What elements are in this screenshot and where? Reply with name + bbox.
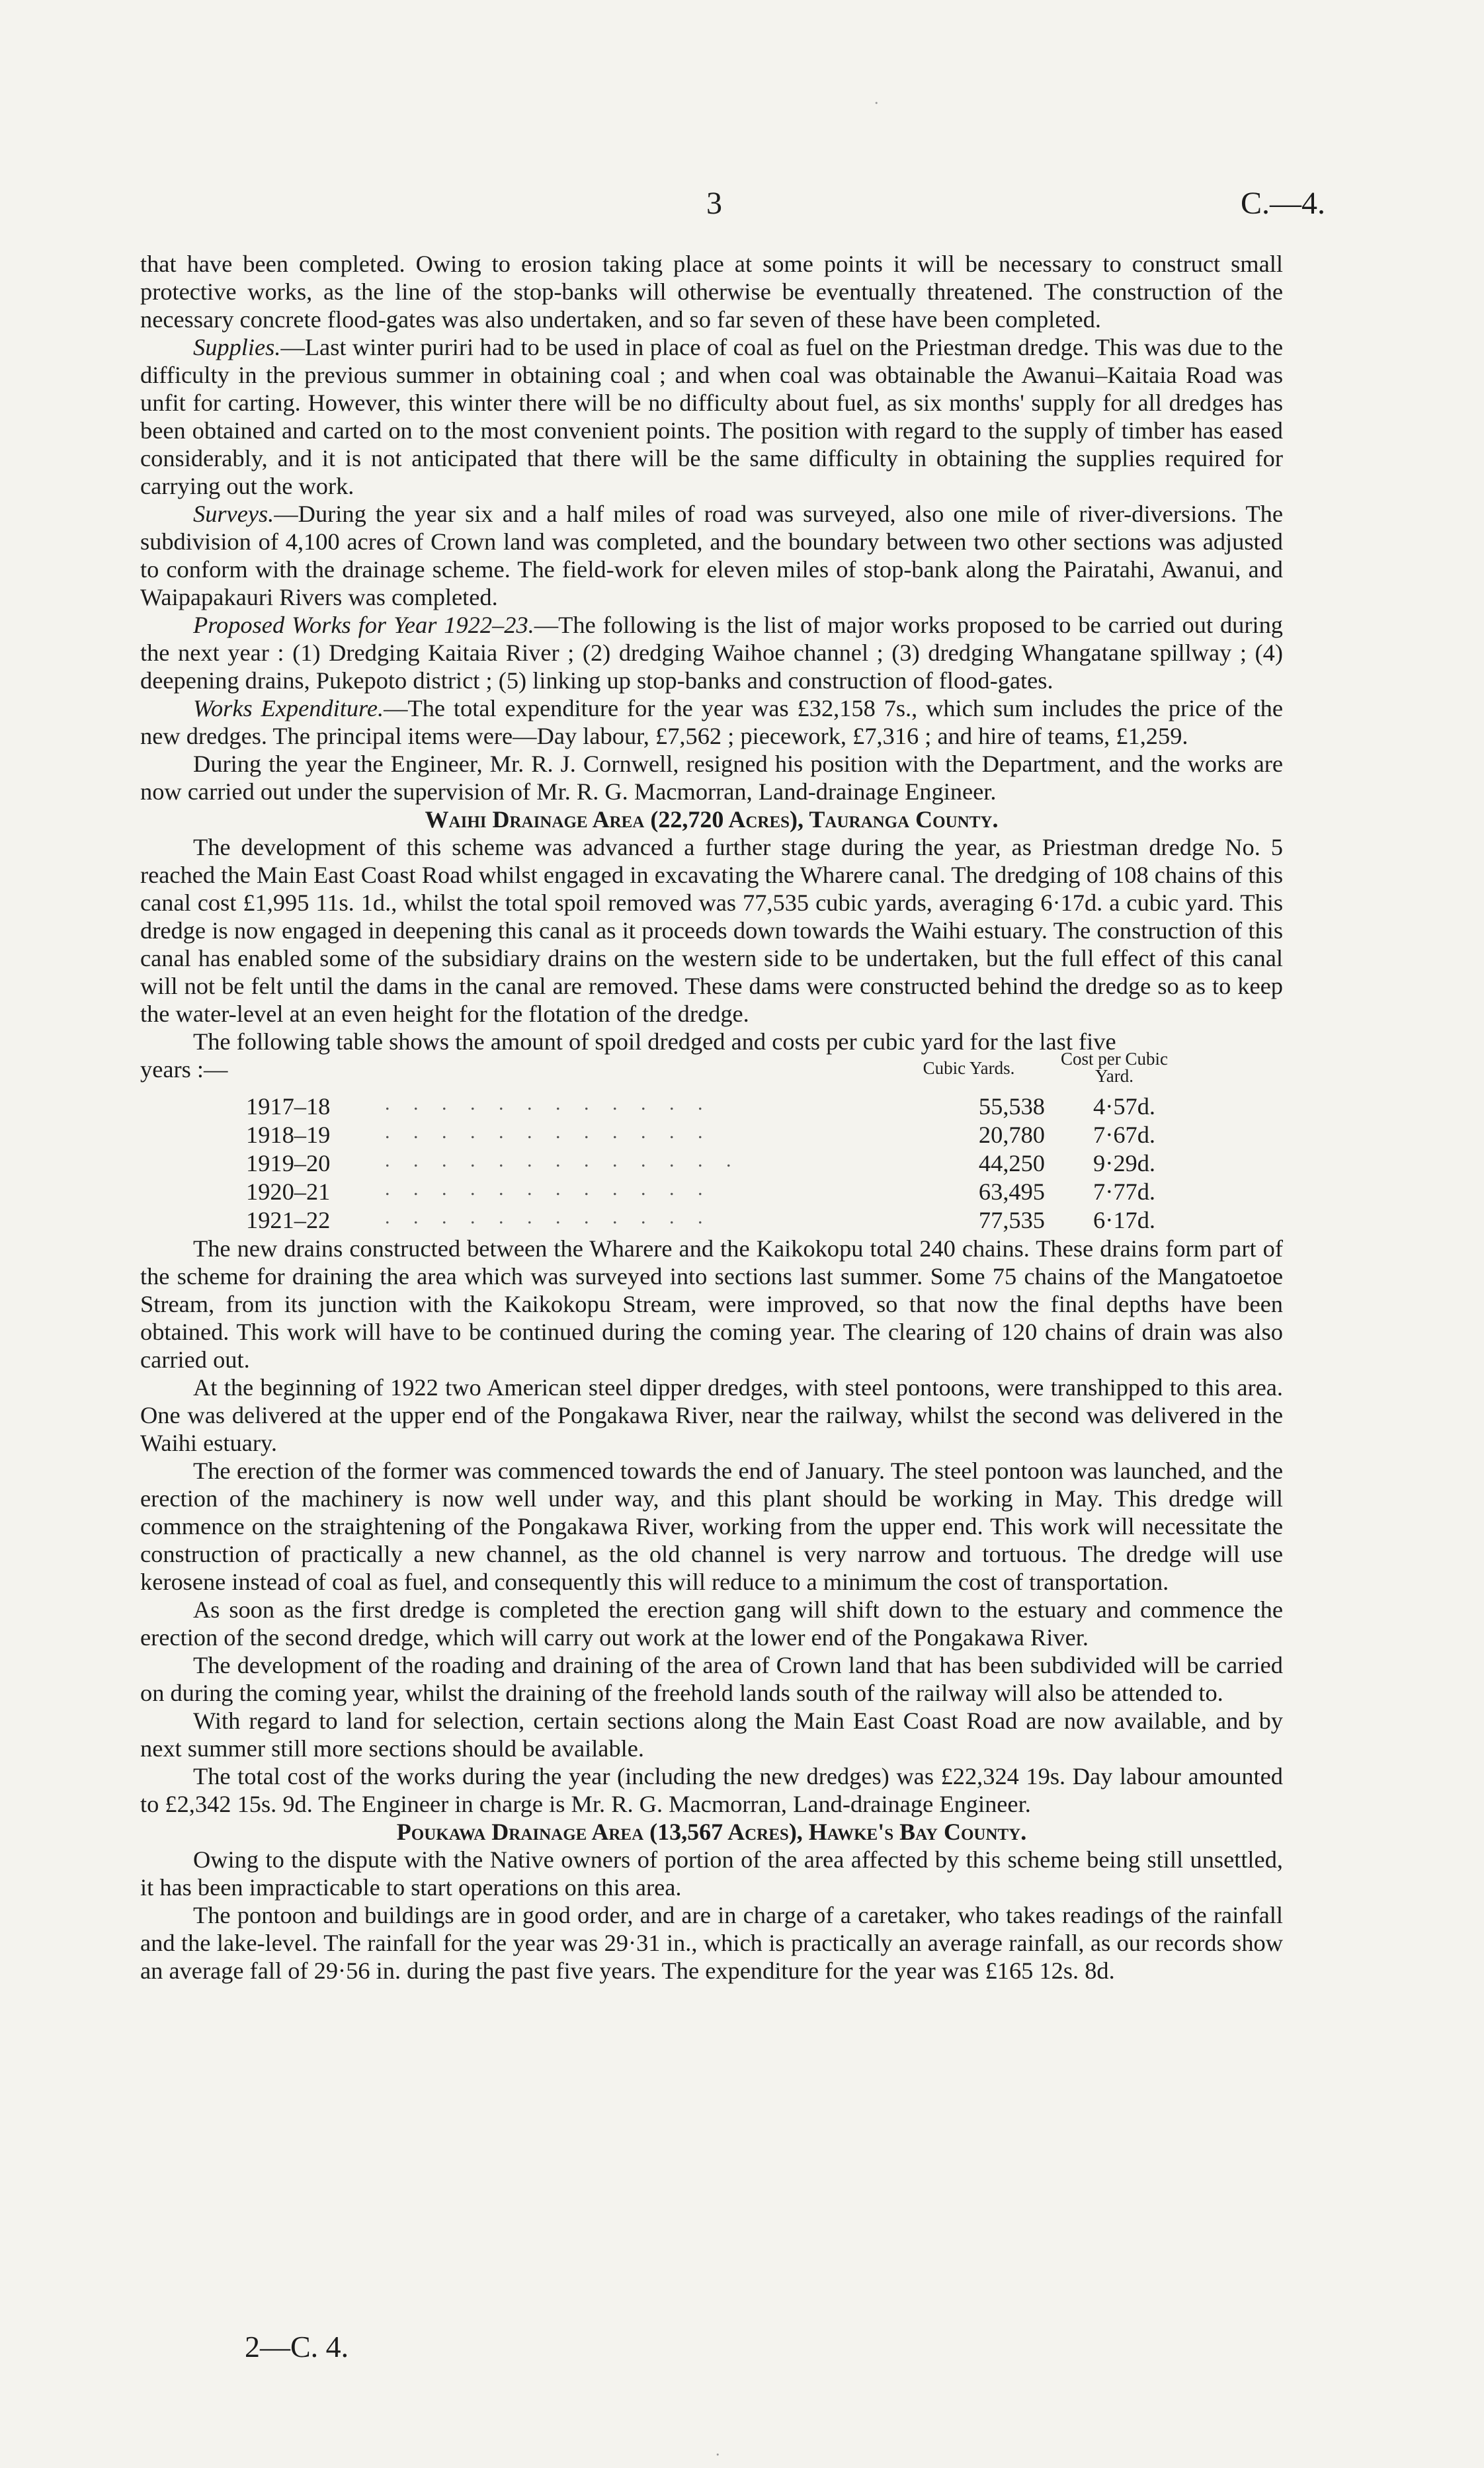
scan-mark: . bbox=[874, 89, 879, 108]
page-number: 3 bbox=[706, 186, 722, 221]
table-cell-year: 1921–22 bbox=[246, 1207, 331, 1233]
table-cell-year: 1919–20 bbox=[246, 1150, 331, 1176]
paragraph-text: —Last winter puriri had to be used in place of coal as fuel on the Priestman dredge. This was due to the difficulty in the previous summer in obtaining coal ; and when coal was obtainable the Awanui–Kaitaia Road was unfit for carting. However, this winter there will be no difficulty about fuel, as six months' supply for all dredges has been obtained and carted on to the most convenient points. The position with regard to the supply of timber has eased considerably, and it is not anticipated that there will be the same difficulty in obtaining the supplies required for carrying out the work. bbox=[140, 334, 1283, 499]
table-cell-cost: 4·57d. bbox=[1093, 1093, 1155, 1120]
paragraph-erection: The erection of the former was commenced towards the end of January. The steel pontoon was launched, and the erection of the machinery is now well under way, and this plant should be working in May. This dredge will commence on the straightening of the Pongakawa River, working from the upper end. This work will necessitate the construction of practically a new channel, as the old channel is very narrow and tortuous. The dredge will use kerosene instead of coal as fuel, and consequently this will reduce to a minimum the cost of transportation. bbox=[140, 1458, 1283, 1595]
paragraph-poukawa-rainfall: The pontoon and buildings are in good order, and are in charge of a caretaker, who takes readings of the rainfall and the lake-level. The rainfall for the year was 29·31 in., which is practically an average rainfall, as our records show an average fall of 29·56 in. during the past five years. The expenditure for the year was £165 12s. 8d. bbox=[140, 1902, 1283, 1984]
paragraph-heading: Proposed Works for Year 1922–23. bbox=[193, 612, 534, 638]
table-cell-cubic-yards: 20,780 bbox=[978, 1122, 1045, 1148]
column-header-cubic-yards: Cubic Yards. bbox=[923, 1058, 1015, 1078]
table-intro-line: The following table shows the amount of spoil dredged and costs per cubic yard for the last five bbox=[193, 1028, 1116, 1055]
table-intro-years: years :— bbox=[140, 1056, 228, 1083]
section-heading-waihi: Waihi Drainage Area (22,720 Acres), Tauranga County. bbox=[425, 806, 999, 833]
table-row bbox=[140, 1092, 1283, 1121]
table-cell-cost: 7·67d. bbox=[1093, 1122, 1155, 1148]
paragraph-text: —The total expenditure for the year was £32,158 7s., which sum includes the price of the new dredges. The principal items were—Day labour, £7,562 ; piecework, £7,316 ; and hire of teams, £1,259. bbox=[140, 695, 1283, 749]
paragraph-land-selection: With regard to land for selection, certain sections along the Main East Coast Road are now available, and by next summer still more sections should be available. bbox=[140, 1707, 1283, 1762]
leader-dots: . . . . . . . . . . . . bbox=[385, 1178, 712, 1200]
paragraph-waihi-intro: The development of this scheme was advanced a further stage during the year, as Priestman dredge No. 5 reached the Main East Coast Road whilst engaged in excavating the Wharere canal. The dredging of 108 chains of this canal cost £1,995 11s. 1d., whilst the total spoil removed was 77,535 cubic yards, averaging 6·17d. a cubic yard. This dredge is now engaged in deepening this canal as it proceeds down towards the Waihi estuary. The construction of this canal has enabled some of the subsidiary drains on the western side to be undertaken, but the full effect of this canal will not be felt until the dams in the canal are removed. These dams were constructed behind the dredge so as to keep the water-level at an even height for the flotation of the dredge. bbox=[140, 834, 1283, 1027]
table-cell-cubic-yards: 44,250 bbox=[978, 1150, 1045, 1176]
section-heading-poukawa: Poukawa Drainage Area (13,567 Acres), Hawke's Bay County. bbox=[396, 1819, 1027, 1845]
paragraph-poukawa-dispute: Owing to the dispute with the Native owners of portion of the area affected by this scheme being still unsettled, it has been impracticable to start operations on this area. bbox=[140, 1846, 1283, 1901]
table-cell-cost: 9·29d. bbox=[1093, 1150, 1155, 1176]
table-row bbox=[140, 1121, 1283, 1149]
paragraph-second-dredge: As soon as the first dredge is completed the erection gang will shift down to the estuary and commence the erection of the second dredge, which will carry out work at the lower end of the Pongakawa River. bbox=[140, 1596, 1283, 1651]
paragraph-surveys bbox=[140, 500, 1283, 611]
table-row bbox=[140, 1149, 1283, 1178]
table-row bbox=[140, 1178, 1283, 1206]
table-cell-cubic-yards: 77,535 bbox=[978, 1207, 1045, 1233]
paragraph-text: —The following is the list of major works proposed to be carried out during the next year : (1) Dredging Kaitaia River ; (2) dredging Waihoe channel ; (3) dredging Whangatane spillway ; (4) deepening drains, Pukepoto district ; (5) linking up stop-banks and construction of flood-gates. bbox=[140, 612, 1283, 694]
scan-mark: . bbox=[716, 2440, 720, 2459]
paragraph-proposed-works bbox=[140, 611, 1283, 694]
paragraph-heading: Works Expenditure. bbox=[193, 695, 384, 721]
table-cell-cubic-yards: 63,495 bbox=[978, 1178, 1045, 1205]
paragraph-dipper-dredges: At the beginning of 1922 two American steel dipper dredges, with steel pontoons, were transhipped to this area. One was delivered at the upper end of the Pongakawa River, near the railway, whilst the second was delivered in the Waihi estuary. bbox=[140, 1374, 1283, 1456]
document-reference: C.—4. bbox=[1241, 186, 1326, 221]
paragraph-total-cost: The total cost of the works during the year (including the new dredges) was £22,324 19s. Day labour amounted to £2,342 15s. 9d. The Engineer in charge is Mr. R. G. Macmorran, Land-drainage Engineer. bbox=[140, 1763, 1283, 1817]
table-intro bbox=[140, 1028, 1283, 1092]
leader-dots: . . . . . . . . . . . . . bbox=[385, 1149, 741, 1171]
paragraph-continued: that have been completed. Owing to erosion taking place at some points it will be necessary to construct small protective works, as the line of the stop-banks will otherwise be eventually threatened. The construction of the necessary concrete flood-gates was also undertaken, and so far seven of these have been completed. bbox=[140, 251, 1283, 333]
paragraph-heading: Surveys. bbox=[193, 501, 274, 527]
body-text bbox=[140, 250, 1283, 1985]
paragraph-engineer: During the year the Engineer, Mr. R. J. Cornwell, resigned his position with the Department, and the works are now carried out under the supervision of Mr. R. G. Macmorran, Land-drainage Engineer. bbox=[140, 751, 1283, 805]
paragraph-heading: Supplies. bbox=[193, 334, 281, 360]
leader-dots: . . . . . . . . . . . . bbox=[385, 1206, 712, 1228]
table-row bbox=[140, 1206, 1283, 1235]
leader-dots: . . . . . . . . . . . . bbox=[385, 1121, 712, 1143]
leader-dots: . . . . . . . . . . . . bbox=[385, 1092, 712, 1114]
paragraph-new-drains: The new drains constructed between the Wharere and the Kaikokopu total 240 chains. These drains form part of the scheme for draining the area which was surveyed into sections last summer. Some 75 chains of the Mangatoetoe Stream, from its junction with the Kaikokopu Stream, were improved, so that now the final depths have been obtained. This work will have to be continued during the coming year. The clearing of 120 chains of drain was also carried out. bbox=[140, 1235, 1283, 1373]
table-cell-year: 1917–18 bbox=[246, 1093, 331, 1120]
paragraph-supplies bbox=[140, 333, 1283, 500]
paragraph-text: —During the year six and a half miles of road was surveyed, also one mile of river-diversions. The subdivision of 4,100 acres of Crown land was completed, and the boundary between two other sections was adjusted to conform with the drainage scheme. The field-work for eleven miles of stop-bank along the Pairatahi, Awanui, and Waipapakauri Rivers was completed. bbox=[140, 501, 1283, 610]
table-cell-year: 1920–21 bbox=[246, 1178, 331, 1205]
paragraph-works-expenditure bbox=[140, 694, 1283, 750]
table-cell-cubic-yards: 55,538 bbox=[978, 1093, 1045, 1120]
spoil-table bbox=[140, 1092, 1283, 1235]
footer-reference: 2—C. 4. bbox=[245, 2330, 349, 2364]
table-cell-year: 1918–19 bbox=[246, 1122, 331, 1148]
column-header-cost: Cost per Cubic Yard. bbox=[1061, 1049, 1168, 1086]
paragraph-roading: The development of the roading and draining of the area of Crown land that has been subdivided will be carried on during the coming year, whilst the draining of the freehold lands south of the railway will also be attended to. bbox=[140, 1652, 1283, 1706]
table-cell-cost: 6·17d. bbox=[1093, 1207, 1155, 1233]
table-cell-cost: 7·77d. bbox=[1093, 1178, 1155, 1205]
